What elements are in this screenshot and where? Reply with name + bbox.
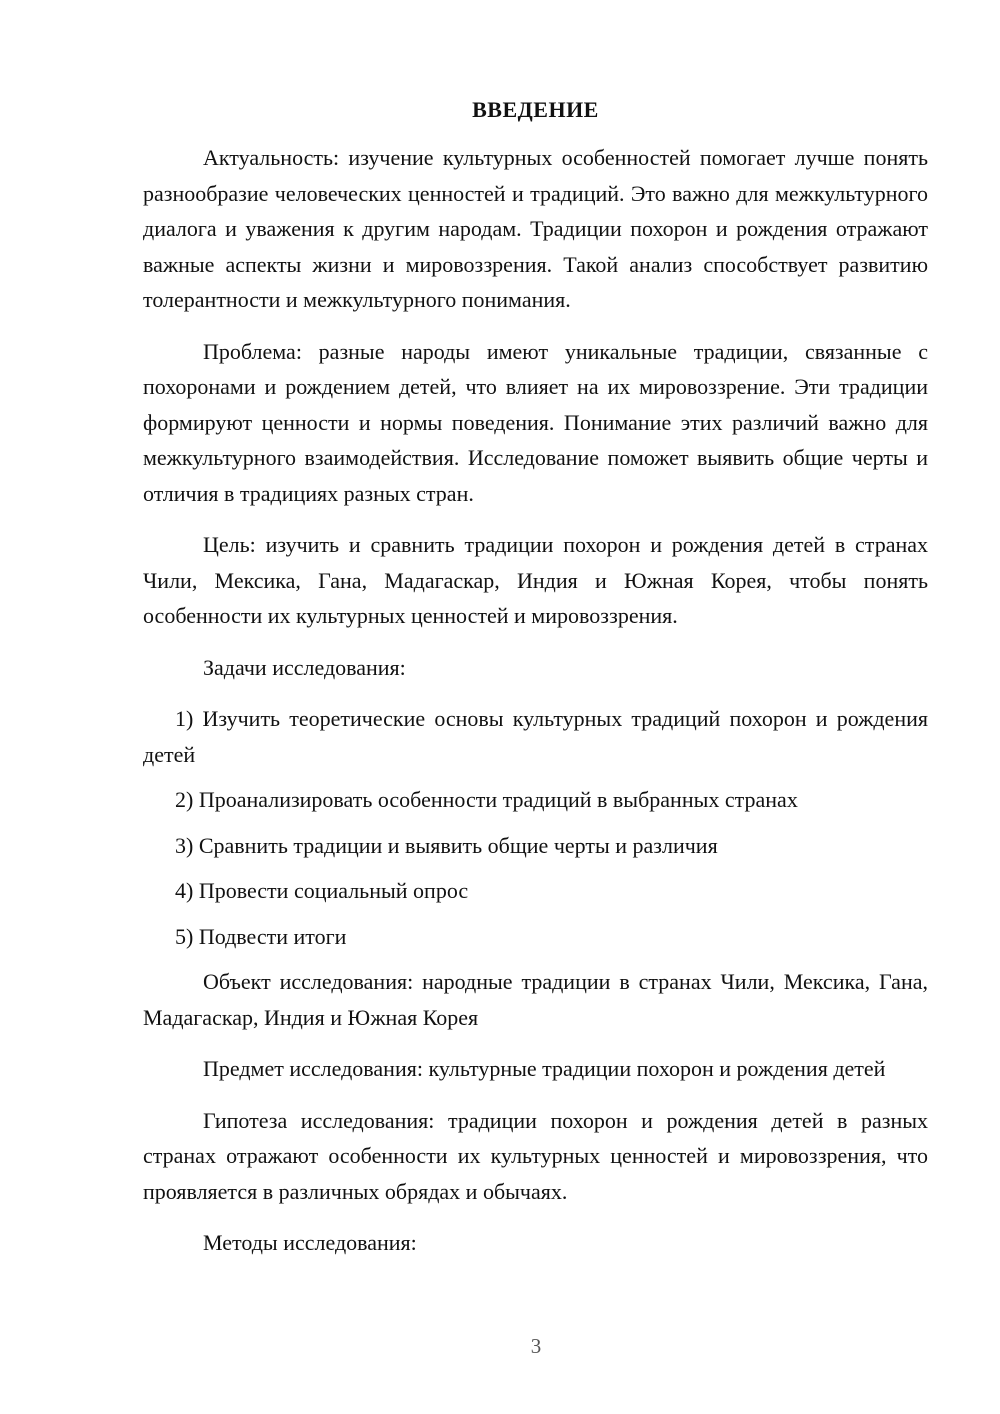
task-item-4: 4) Провести социальный опрос	[175, 878, 469, 903]
section-heading: ВВЕДЕНИЕ	[472, 97, 599, 122]
task-item-5: 5) Подвести итоги	[175, 923, 347, 949]
goal-paragraph: Цель: изучить и сравнить традиции похорон и рождения детей в странах Чили, Мексика, Гана, Мадагаскар, Индия и Южная Корея, чтобы понять особенности их культурных ценностей и мировоззрения.	[143, 532, 928, 628]
subject-paragraph: Предмет исследования: культурные традиции похорон и рождения детей	[203, 1056, 886, 1081]
task-item-2: 2) Проанализировать особенности традиций в выбранных странах	[175, 787, 798, 812]
object-paragraph: Объект исследования: народные традиции в странах Чили, Мексика, Гана, Мадагаскар, Индия и Южная Корея	[143, 969, 928, 1030]
tasks-list	[143, 701, 928, 954]
page-number: 3	[530, 1334, 542, 1358]
hypothesis-paragraph: Гипотеза исследования: традиции похорон и рождения детей в разных странах отражают особенности их культурных ценностей и мировоззрения, что проявляется в различных обрядах и обычаях.	[143, 1107, 928, 1204]
tasks-title: Задачи исследования:	[203, 654, 406, 680]
problem-paragraph: Проблема: разные народы имеют уникальные традиции, связанные с похоронами и рождением детей, что влияет на их мировоззрение. Эти традиции формируют ценности и нормы поведения. Понимание этих различий важно для межкультурного взаимодействия. Исследование поможет выявить общие черты и отличия в традициях разных стран.	[143, 338, 928, 506]
relevance-paragraph: Актуальность: изучение культурных особенностей помогает лучше понять разнообразие человеческих ценностей и традиций. Это важно для межкультурного диалога и уважения к другим народам. Традиции похорон и рождения отражают важные аспекты жизни и мировоззрения. Такой анализ способствует развитию толерантности и межкультурного понимания.	[143, 145, 928, 312]
task-item-1: 1) Изучить теоретические основы культурных традиций похорон и рождения детей	[143, 706, 928, 767]
document-page	[143, 92, 928, 1277]
task-item-3: 3) Сравнить традиции и выявить общие черты и различия	[175, 832, 718, 858]
methods-title: Методы исследования:	[203, 1230, 417, 1255]
